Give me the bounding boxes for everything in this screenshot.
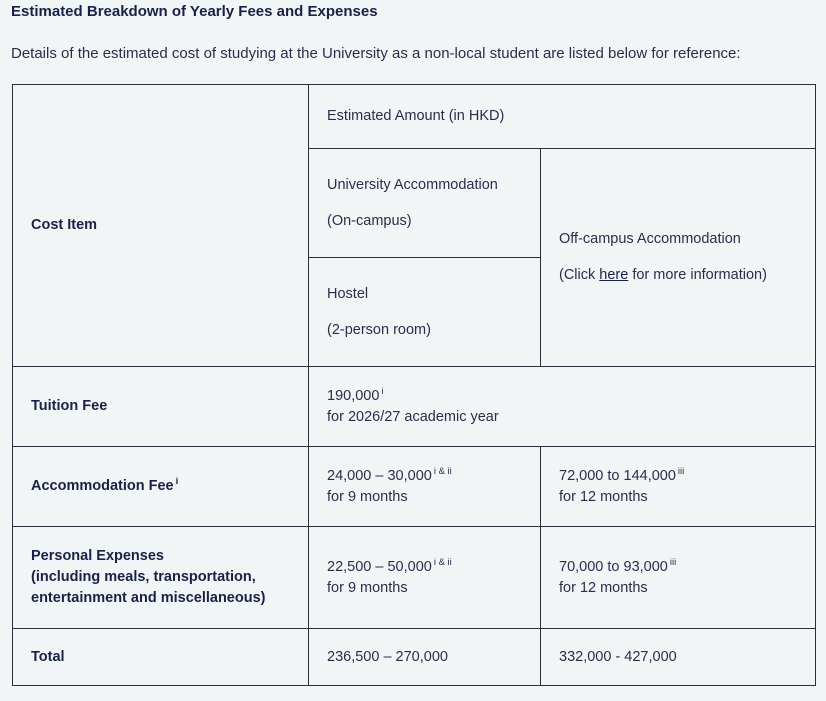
accommodation-off-campus-amount-line xyxy=(559,466,797,487)
accommodation-on-campus-cell xyxy=(309,447,541,527)
tuition-fee-label: Tuition Fee xyxy=(13,367,309,447)
estimated-amount-label: Estimated Amount (in HKD) xyxy=(327,108,505,124)
personal-expenses-label: Personal Expenses xyxy=(31,548,164,564)
university-accommodation-subtitle: (On-campus) xyxy=(327,212,412,229)
table-row xyxy=(13,447,816,527)
accommodation-off-campus-cell xyxy=(541,447,816,527)
personal-on-campus-amount-line xyxy=(327,557,522,578)
accommodation-off-campus-note: iii xyxy=(677,465,685,477)
intro-text: Details of the estimated cost of studying at the University as a non-local student are listed below for reference: xyxy=(11,45,741,62)
personal-on-campus-amount: 22,500 – 50,000 xyxy=(327,558,432,575)
personal-off-campus-amount-line xyxy=(559,557,797,578)
table-row xyxy=(13,527,816,629)
total-off-campus: 332,000 - 427,000 xyxy=(541,629,816,686)
hostel-subtitle: (2-person room) xyxy=(327,321,431,338)
personal-expenses-detail-2: entertainment and miscellaneous) xyxy=(31,590,266,606)
accommodation-off-campus-period: for 12 months xyxy=(559,488,648,505)
more-info-suffix: for more information) xyxy=(628,267,767,283)
cost-item-header: Cost Item xyxy=(13,85,309,367)
accommodation-fee-label-note: i xyxy=(175,476,179,488)
accommodation-off-campus-amount: 72,000 to 144,000 xyxy=(559,467,676,484)
accommodation-on-campus-amount-line xyxy=(327,466,522,487)
table-row xyxy=(13,367,816,447)
university-accommodation-cell xyxy=(309,149,541,258)
tuition-note: i xyxy=(381,385,384,397)
off-campus-title: Off-campus Accommodation xyxy=(559,231,741,247)
off-campus-accommodation-cell xyxy=(541,149,816,367)
table-row xyxy=(13,85,816,149)
total-label: Total xyxy=(13,629,309,686)
personal-off-campus-period: for 12 months xyxy=(559,579,648,596)
fees-table xyxy=(12,84,816,686)
more-info-prefix: (Click xyxy=(559,267,600,283)
table-row xyxy=(13,629,816,686)
personal-expenses-label-cell xyxy=(13,527,309,629)
hostel-title: Hostel xyxy=(327,285,369,302)
personal-on-campus-note: i & ii xyxy=(433,556,452,568)
personal-expenses-detail-1: (including meals, transportation, xyxy=(31,569,256,585)
tuition-amount: 190,000 xyxy=(327,387,380,404)
personal-off-campus-note: iii xyxy=(669,556,677,568)
university-accommodation-title: University Accommodation xyxy=(327,176,498,193)
total-on-campus: 236,500 – 270,000 xyxy=(309,629,541,686)
personal-off-campus-amount: 70,000 to 93,000 xyxy=(559,558,668,575)
personal-off-campus-cell xyxy=(541,527,816,629)
accommodation-on-campus-note: i & ii xyxy=(433,465,452,477)
tuition-period: for 2026/27 academic year xyxy=(327,408,499,425)
accommodation-fee-label: Accommodation Fee xyxy=(31,478,174,494)
hostel-cell xyxy=(309,258,541,367)
accommodation-fee-label-cell xyxy=(13,447,309,527)
personal-on-campus-period: for 9 months xyxy=(327,579,408,596)
tuition-fee-cell xyxy=(309,367,816,447)
estimated-amount-header xyxy=(309,85,816,149)
personal-on-campus-cell xyxy=(309,527,541,629)
more-info-link[interactable]: here xyxy=(599,267,629,283)
off-campus-more-info xyxy=(559,265,797,286)
page-title: Estimated Breakdown of Yearly Fees and Expenses xyxy=(11,3,378,20)
accommodation-on-campus-period: for 9 months xyxy=(327,488,408,505)
tuition-amount-line xyxy=(327,386,797,407)
accommodation-on-campus-amount: 24,000 – 30,000 xyxy=(327,467,432,484)
